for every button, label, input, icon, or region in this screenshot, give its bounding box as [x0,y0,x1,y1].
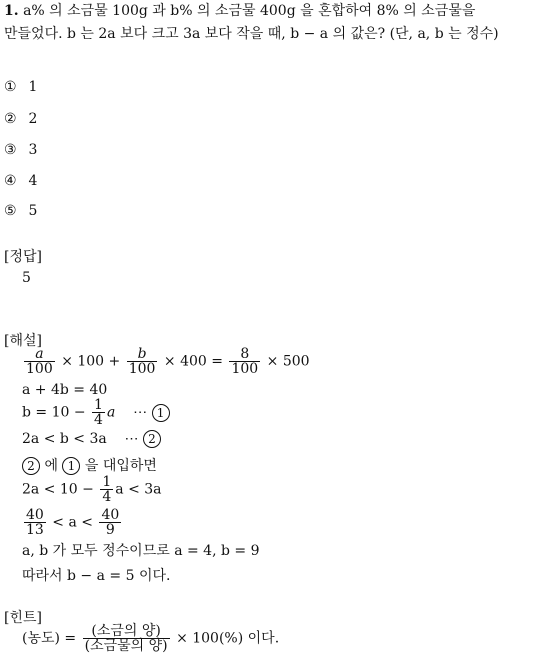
explanation-eq-3: b = 10 − $\frac{1}{4}$ a ⋯ 1 [22,398,170,427]
option-marker: ③ [4,142,17,158]
circled-number-1: 1 [152,404,170,422]
question-text [4,0,532,46]
explanation-eq-9: 따라서 b − a = 5 이다. [22,568,171,584]
question-number: 1. [4,3,19,19]
answer-label: [정답] [4,249,42,265]
explanation-eq-7: $\frac{40}{13}$ < a < $\frac{40}{9}$ [26,507,120,538]
option-text: 3 [28,142,38,158]
option-text: 2 [28,111,38,127]
explanation-label: [해설] [4,333,42,349]
question-line-1: a% 의 소금물 100g 과 b% 의 소금물 400g 을 혼합하여 8% 의 소금물을 [23,3,476,19]
option-text: 4 [28,173,38,189]
option-marker: ④ [4,173,17,189]
question-line-2: 만들었다. b 는 2a 보다 크고 3a 보다 작을 때, b − a 의 값은? (단, a, b 는 정수) [4,26,499,42]
option-marker: ② [4,111,17,127]
explanation-eq-5: 2 에 1 을 대입하면 [22,455,157,475]
explanation-eq-2: a + 4b = 40 [22,382,108,398]
option-5[interactable] [4,203,37,219]
hint-label: [힌트] [4,610,42,626]
hint-formula: (농도) = $\frac{\text{(소금의 양)}}{\text{(소금물의 양)}}$ × 100(%) 이다. [22,623,280,654]
option-marker: ① [4,79,17,95]
explanation-eq-4: 2a < b < 3a ⋯ 2 [22,430,161,448]
option-3[interactable] [4,142,37,158]
option-1[interactable] [4,79,37,95]
circled-number-2: 2 [143,430,161,448]
answer-value: 5 [22,270,31,286]
explanation-eq-1: $\frac{a}{100}$ × 100 + $\frac{b}{100}$ × 400 = $\frac{8}{100}$ × 500 [26,346,310,377]
option-text: 5 [28,203,38,219]
explanation-eq-8: a, b 가 모두 정수이므로 a = 4, b = 9 [22,543,260,559]
option-marker: ⑤ [4,203,17,219]
option-text: 1 [28,79,38,95]
option-2[interactable] [4,111,37,127]
explanation-eq-6: 2a < 10 − $\frac{1}{4}$ a < 3a [22,474,162,505]
option-4[interactable] [4,173,37,189]
